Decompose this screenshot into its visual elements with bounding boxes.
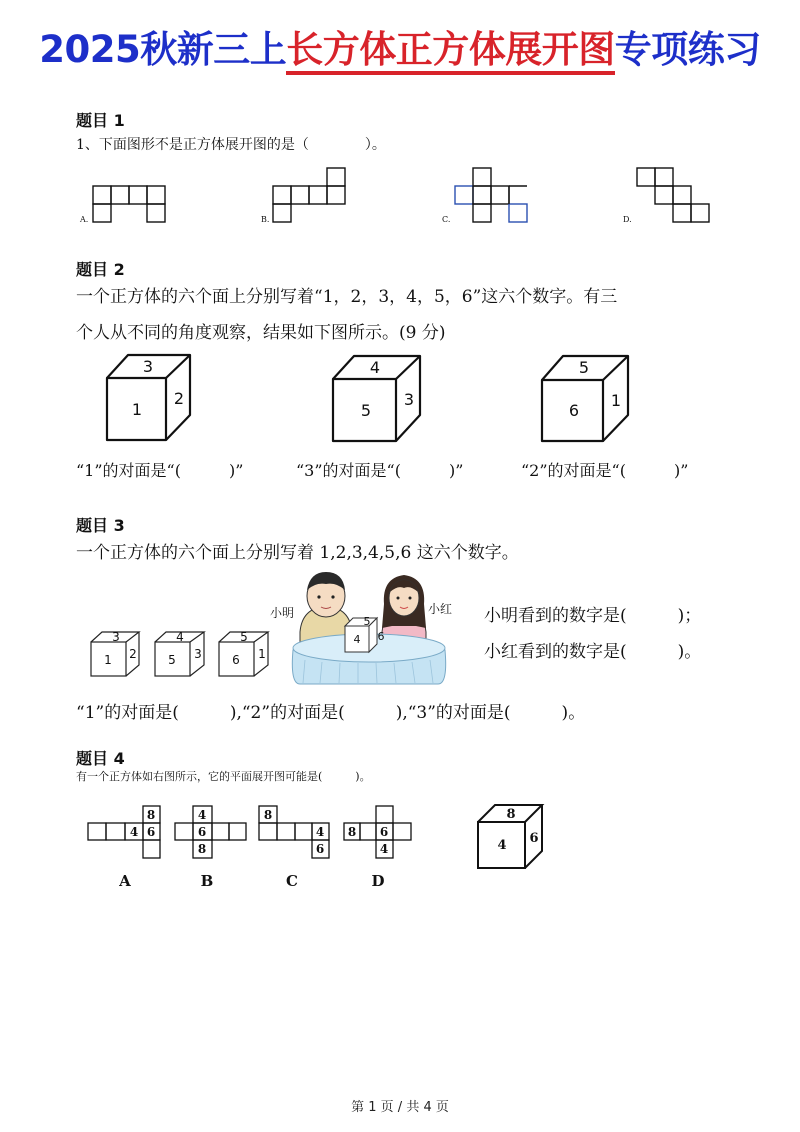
q3-cube1-right: 2 <box>129 647 137 661</box>
q2-cube3-right: 1 <box>610 391 622 410</box>
q1-title: 题目 1 <box>76 111 125 130</box>
q1-net-b <box>273 168 345 222</box>
q4-label-d: D <box>371 872 385 890</box>
table-cube-front: 4 <box>353 633 361 646</box>
header-topic: 长方体正方体展开图 <box>286 28 615 75</box>
q3-cube3-top: 5 <box>240 630 248 644</box>
q4-label-b: B <box>200 872 214 890</box>
q4b-4: 4 <box>197 808 207 822</box>
q3-name-boy: 小明 <box>270 606 295 620</box>
q2-cube2-front: 5 <box>360 401 372 420</box>
q4-cube-front: 4 <box>497 838 507 853</box>
q3-text: 一个正方体的六个面上分别写着 1,2,3,4,5,6 这六个数字。 <box>76 543 519 563</box>
q1-label-a: A. <box>80 215 89 224</box>
q1-text: 1、下面图形不是正方体展开图的是（ ）。 <box>76 137 386 153</box>
q2-title: 题目 2 <box>76 260 125 279</box>
q3-cube1-top: 3 <box>112 630 120 644</box>
q2-cube2-top: 4 <box>369 358 381 377</box>
q3-ask-1: 小明看到的数字是( )； <box>484 606 702 626</box>
header-prefix: 2025秋新三上 <box>39 28 287 71</box>
q3-cube2-right: 3 <box>194 647 202 661</box>
q2-cube3-front: 6 <box>568 401 580 420</box>
q4a-6: 6 <box>146 825 156 839</box>
q4d-8: 8 <box>347 825 357 839</box>
table-cube-right: 6 <box>377 630 385 643</box>
q2-answer-3: “2”的对面是“( )” <box>521 461 689 480</box>
q4-text: 有一个正方体如右图所示，它的平面展开图可能是( )。 <box>76 770 371 783</box>
q3-cube1-front: 1 <box>104 653 112 667</box>
q4d-4: 4 <box>379 842 389 856</box>
q3-title: 题目 3 <box>76 516 125 535</box>
q1-label-b: B. <box>261 215 270 224</box>
q3-name-girl: 小红 <box>428 602 453 616</box>
q1-label-c: C. <box>442 215 451 224</box>
q2-cube1-right: 2 <box>173 389 185 408</box>
q4-cube-top: 8 <box>506 807 516 822</box>
q1-net-d <box>637 168 709 222</box>
q3-opposites: “1”的对面是( ),“2”的对面是( ),“3”的对面是( )。 <box>76 703 586 723</box>
q4c-6: 6 <box>315 842 325 856</box>
q4b-6: 6 <box>197 825 207 839</box>
q2-cube1-front: 1 <box>131 400 143 419</box>
q4b-8: 8 <box>197 842 207 856</box>
q2-cube3-top: 5 <box>578 358 590 377</box>
q2-answer-1: “1”的对面是“( )” <box>76 461 244 480</box>
q2-cube1-top: 3 <box>142 357 154 376</box>
q2-line2: 个人从不同的角度观察，结果如下图所示。(9 分) <box>76 323 446 343</box>
q4-label-a: A <box>119 872 131 890</box>
q1-label-d: D. <box>623 215 632 224</box>
q2-cube2-right: 3 <box>403 390 415 409</box>
q4a-8: 8 <box>146 808 156 822</box>
q4-label-c: C <box>286 872 298 890</box>
q2-answer-2: “3”的对面是“( )” <box>296 461 464 480</box>
q1-net-a <box>93 186 165 222</box>
q2-line1: 一个正方体的六个面上分别写着“1，2，3，4，5，6”这六个数字。有三 <box>76 287 618 307</box>
q3-illustration <box>292 572 445 684</box>
q3-cube3-front: 6 <box>232 653 240 667</box>
q4-title: 题目 4 <box>76 749 125 768</box>
table-cube <box>345 618 377 652</box>
q4c-8: 8 <box>263 808 273 822</box>
header-suffix: 专项练习 <box>614 28 761 71</box>
q3-ask-2: 小红看到的数字是( )。 <box>484 642 702 662</box>
table-cube-top: 5 <box>363 615 371 628</box>
q4a-4: 4 <box>129 825 139 839</box>
q4c-4: 4 <box>315 825 325 839</box>
q4d-6: 6 <box>379 825 389 839</box>
q3-cube2-front: 5 <box>168 653 176 667</box>
q3-cube2-top: 4 <box>176 630 184 644</box>
q3-cube3-right: 1 <box>258 647 266 661</box>
page-footer: 第 1 页 / 共 4 页 <box>351 1100 449 1115</box>
q1-net-c <box>455 168 527 222</box>
q4-cube-right: 6 <box>529 831 539 846</box>
q4-net-b <box>175 806 246 858</box>
